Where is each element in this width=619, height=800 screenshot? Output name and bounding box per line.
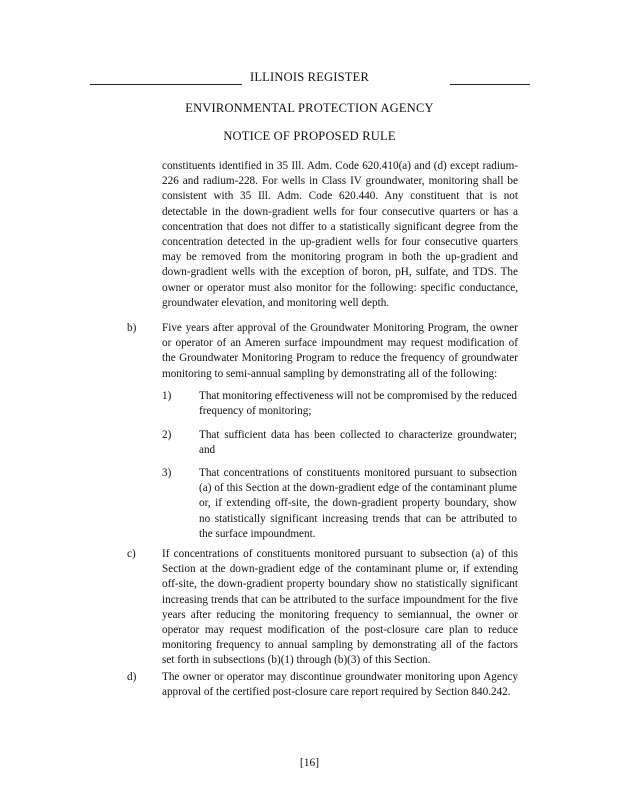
intro-paragraph: constituents identified in 35 Ill. Adm. Code 620.410(a) and (d) except radium-226 and radium-228. For wells in Class IV groundwater, monitoring shall be consistent with 35 Ill. Adm. Code 620.440. Any constituent that is not detectable in the down-gradient wells for four consecutive quarters or has a concentration that does not differ to a statistically significant degree from the concentration detected in the up-gradient wells for four consecutive quarters may be removed from the monitoring program in both the up-gradient and down-gradient wells with the exception of boron, pH, sulfate, and TDS. The owner or operator must also monitor for the following: specific conductance, groundwater elevation, and monitoring well depth. <box>162 160 518 309</box>
item-1-text: That monitoring effectiveness will not be compromised by the reduced frequency of monitoring; <box>199 390 517 418</box>
subsection-d-text: The owner or operator may discontinue groundwater monitoring upon Agency approval of the certified post-closure care report required by Section 840.242. <box>162 671 518 699</box>
item-1-label: 1) <box>162 390 172 402</box>
item-3-text: That concentrations of constituents monitored pursuant to subsection (a) of this Section at the down-gradient edge of the contaminant plume or, if extending off-site, the down-gradient property boundary, show no statistically significant increasing trends that can be attributed to the surface impoundment. <box>199 467 517 540</box>
page-number: [16] <box>299 757 320 769</box>
register-title: ILLINOIS REGISTER <box>249 70 369 84</box>
subsection-c-label: c) <box>127 548 136 560</box>
item-2-text: That sufficient data has been collected to characterize groundwater; and <box>199 429 517 457</box>
subsection-c-text: If concentrations of constituents monitored pursuant to subsection (a) of this Section at the down-gradient edge of the contaminant plume or, if extending off-site, the down-gradient property boundary show no statistically significant increasing trends that can be attributed to the surface impoundment for the five years after reducing the monitoring frequency to semiannual, the owner or operator may request modification of the post-closure care plan to reduce monitoring frequency to annual sampling by demonstrating all of the factors set forth in subsections (b)(1) through (b)(3) of this Section. <box>162 548 518 667</box>
item-3-label: 3) <box>162 467 172 479</box>
notice-title: NOTICE OF PROPOSED RULE <box>223 129 396 143</box>
subsection-b-label: b) <box>127 322 137 334</box>
subsection-b-text: Five years after approval of the Groundwater Monitoring Program, the owner or operator of an Ameren surface impoundment may request modification of the Groundwater Monitoring Program to reduce the frequency of groundwater monitoring to semi-annual sampling by demonstrating all of the following: <box>162 322 518 380</box>
agency-title: ENVIRONMENTAL PROTECTION AGENCY <box>185 101 434 115</box>
item-2-label: 2) <box>162 429 172 441</box>
subsection-d-label: d) <box>127 671 137 683</box>
